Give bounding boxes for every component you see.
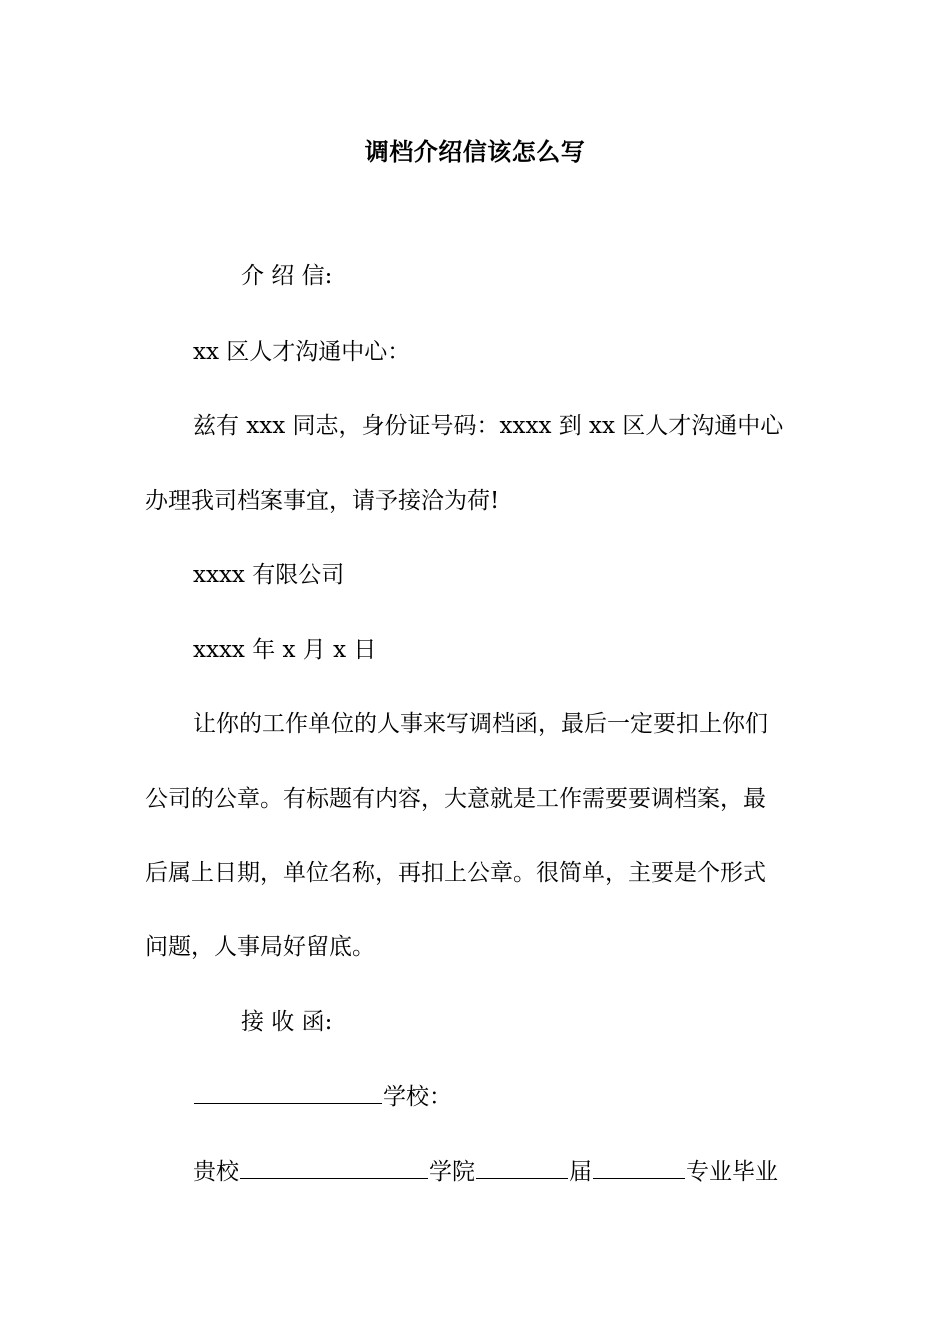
receipt-heading: 接 收 函: xyxy=(241,1009,333,1035)
graduate-prefix: 贵校 xyxy=(193,1159,239,1185)
year-label: 届 xyxy=(569,1159,592,1185)
year-blank[interactable] xyxy=(476,1156,568,1179)
school-label: 学校： xyxy=(383,1084,452,1110)
body-line: 公司的公章。有标题有内容，大意就是工作需要要调档案，最 xyxy=(145,786,766,812)
letter-date: xxxx 年 x 月 x 日 xyxy=(193,637,377,663)
body-line: 问题，人事局好留底。 xyxy=(145,934,375,960)
major-label: 专业毕业 xyxy=(686,1159,778,1185)
recipient-line: xx 区人才沟通中心： xyxy=(193,339,411,365)
school-line xyxy=(193,1081,810,1113)
body-line: 兹有 xxx 同志，身份证号码：xxxx 到 xx 区人才沟通中心 xyxy=(193,413,784,439)
body-line: 后属上日期，单位名称，再扣上公章。很简单，主要是个形式 xyxy=(145,860,766,886)
college-blank[interactable] xyxy=(240,1156,428,1179)
college-label: 学院 xyxy=(429,1159,475,1185)
document-title: 调档介绍信该怎么写 xyxy=(364,137,586,166)
school-blank[interactable] xyxy=(194,1081,382,1104)
letter-heading: 介 绍 信: xyxy=(241,263,333,289)
body-line: 办理我司档案事宜，请予接洽为荷! xyxy=(145,488,500,514)
graduate-line xyxy=(193,1156,810,1188)
company-name: xxxx 有限公司 xyxy=(193,562,345,588)
body-line: 让你的工作单位的人事来写调档函，最后一定要扣上你们 xyxy=(193,711,768,737)
major-blank[interactable] xyxy=(593,1156,685,1179)
